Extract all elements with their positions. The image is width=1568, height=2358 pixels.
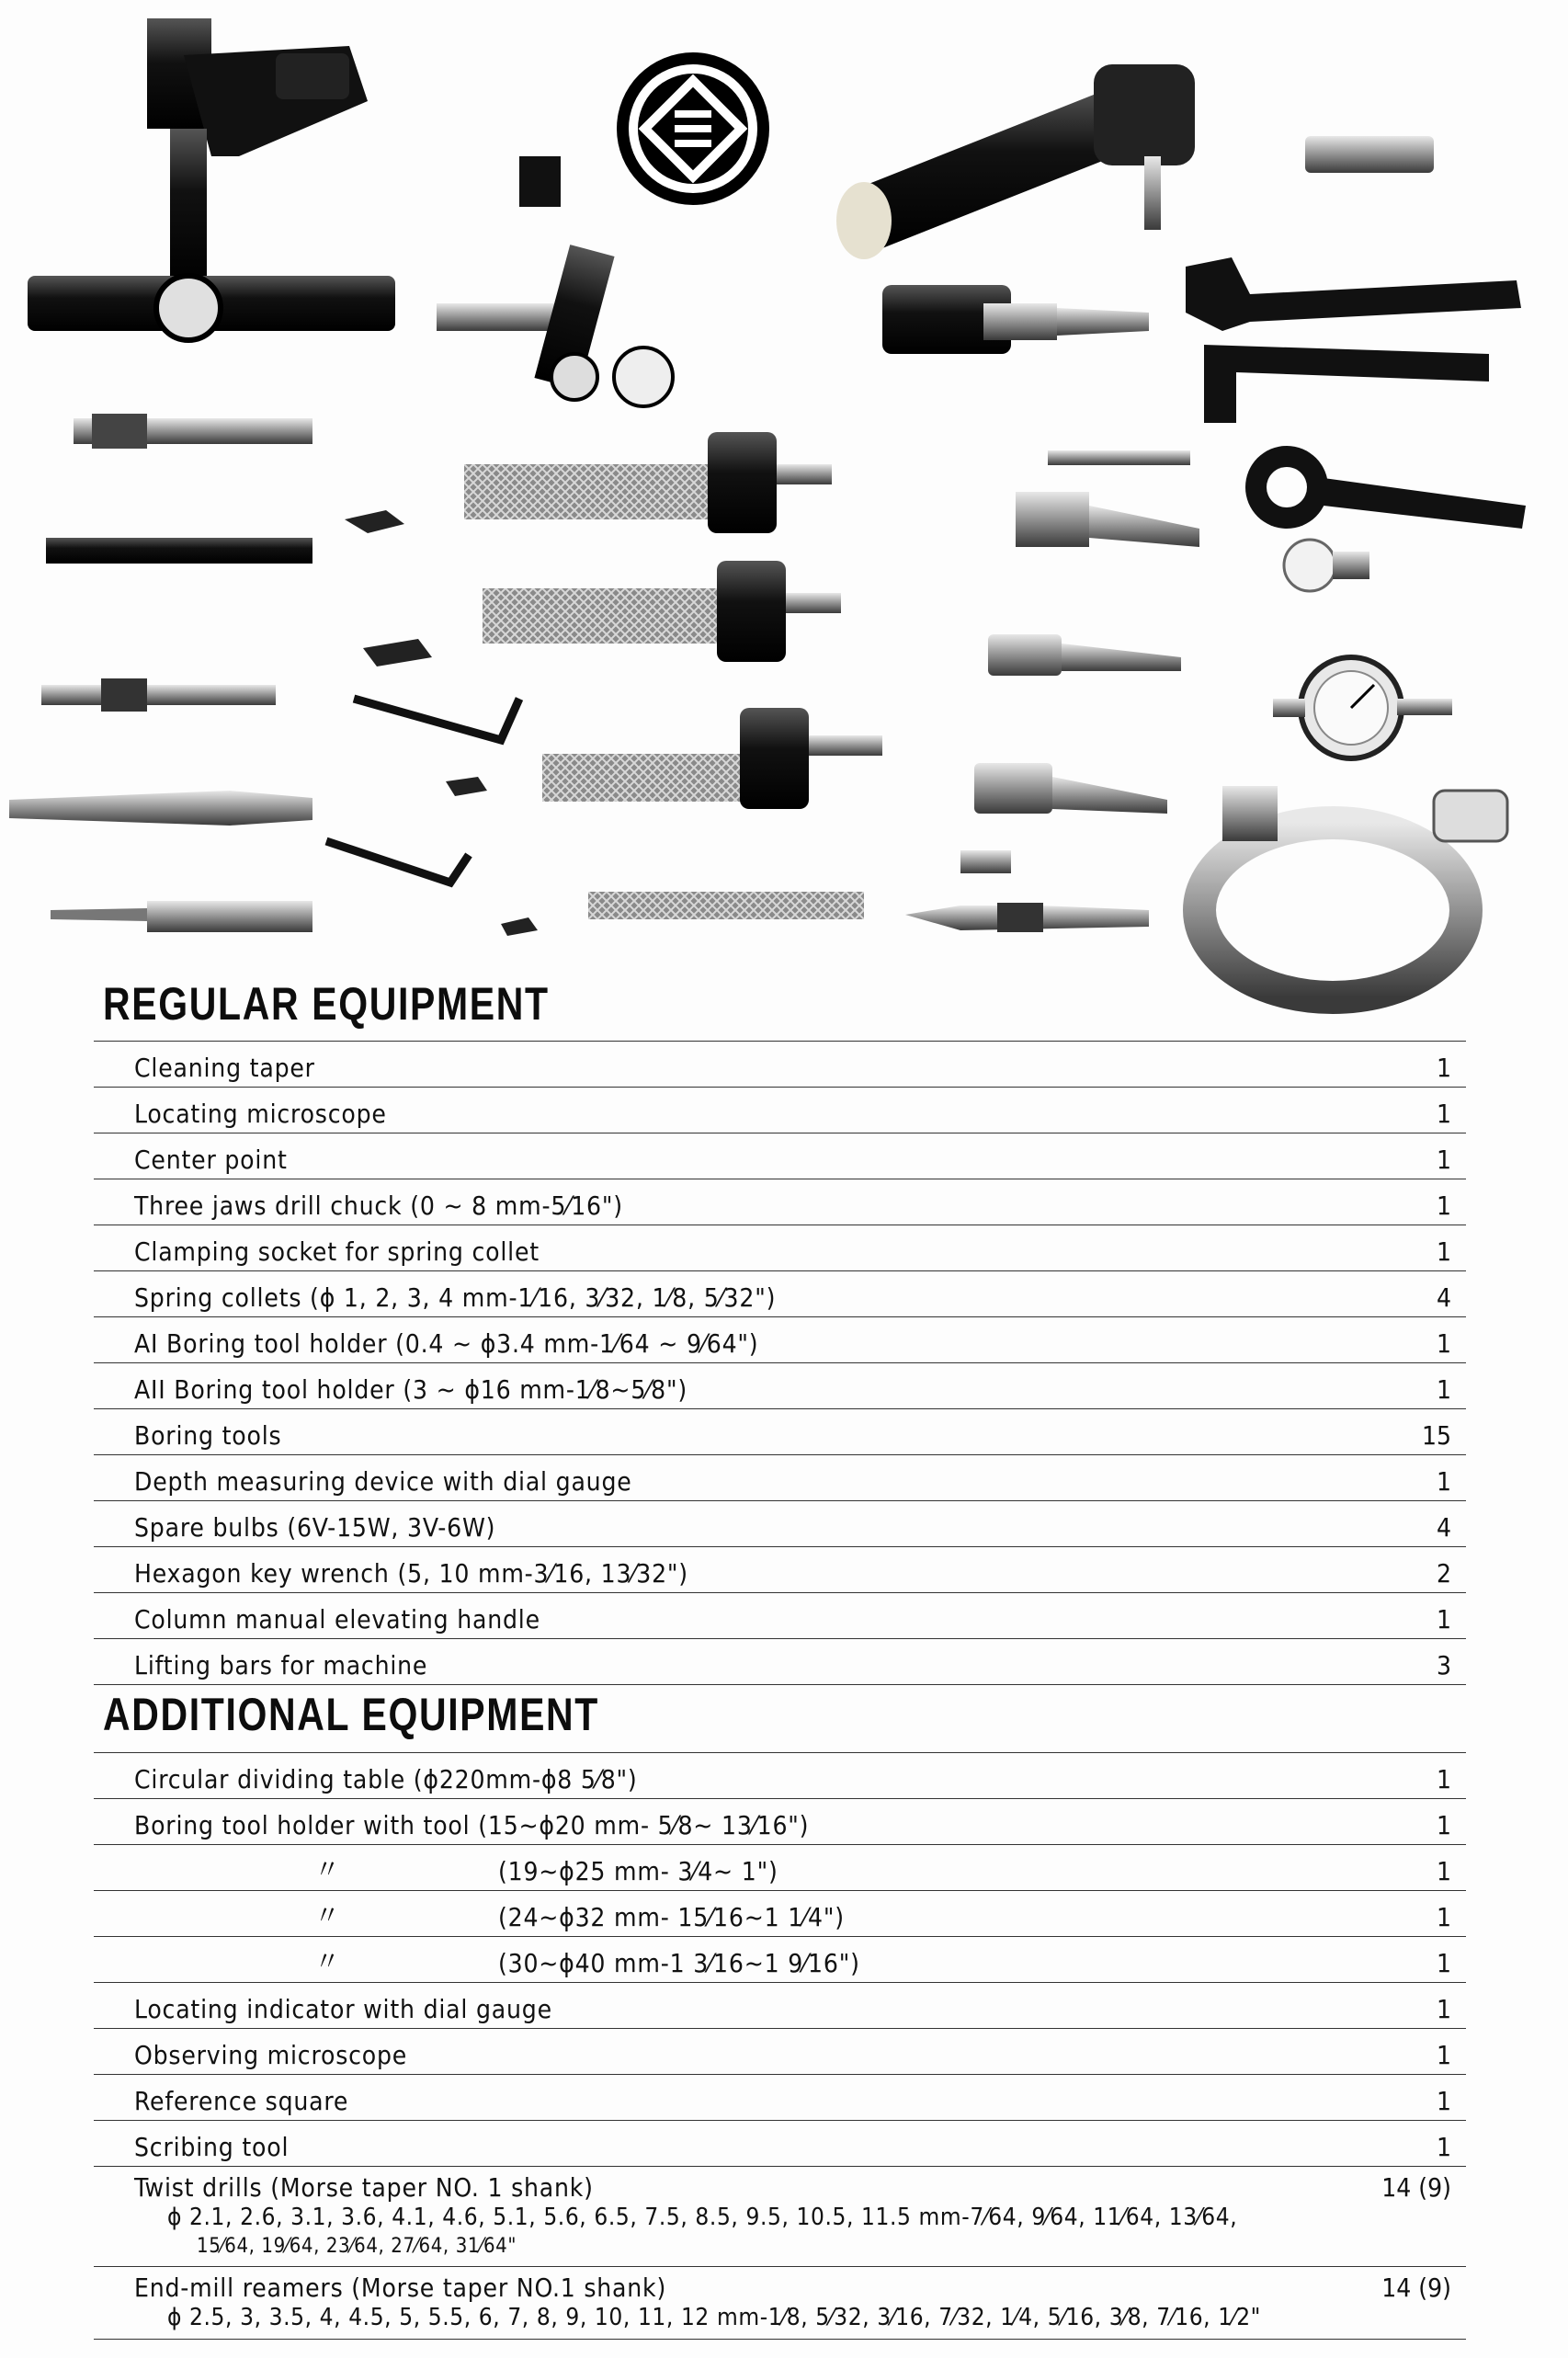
table-row bbox=[94, 1501, 1466, 1547]
item-sizes: ϕ 2.5, 3, 3.5, 4, 4.5, 5, 5.5, 6, 7, 8, 9, 10, 11, 12 mm-1⁄8, 5⁄32, 3⁄16, 7⁄32, 1⁄4, 5⁄16, 3⁄8, 7⁄16, 1⁄2" bbox=[167, 2304, 1262, 2331]
table-row bbox=[94, 2029, 1466, 2075]
table-row bbox=[94, 1983, 1466, 2029]
drill-chuck-image bbox=[882, 285, 1149, 354]
item-label: (24~ϕ32 mm- 15⁄16~1 1⁄4") bbox=[498, 1902, 845, 1932]
item-label: Reference square bbox=[134, 2086, 349, 2116]
table-row bbox=[94, 1133, 1466, 1179]
spare-bulb-image bbox=[1284, 540, 1369, 591]
table-row bbox=[94, 1317, 1466, 1363]
clamp-image bbox=[1199, 786, 1507, 997]
item-quantity: 1 bbox=[1436, 1236, 1451, 1267]
item-label: AI Boring tool holder (0.4 ~ ϕ3.4 mm-1⁄64 ~ 9⁄64") bbox=[134, 1328, 759, 1359]
table-row bbox=[94, 2121, 1466, 2167]
item-quantity: 1 bbox=[1436, 1328, 1451, 1359]
table-row bbox=[94, 1041, 1466, 1088]
item-sizes: ϕ 2.1, 2.6, 3.1, 3.6, 4.1, 4.6, 5.1, 5.6, 6.5, 7.5, 8.5, 9.5, 10.5, 11.5 mm-7⁄64, 9⁄64, 11⁄64, 13⁄64, bbox=[167, 2204, 1238, 2231]
item-quantity: 15 bbox=[1421, 1420, 1451, 1451]
item-quantity: 1 bbox=[1436, 1948, 1451, 1978]
table-row bbox=[94, 1845, 1466, 1891]
table-row bbox=[94, 1225, 1466, 1271]
wrenches-image bbox=[1186, 257, 1526, 529]
item-label: Hexagon key wrench (5, 10 mm-3⁄16, 13⁄32") bbox=[134, 1558, 688, 1589]
item-label: Observing microscope bbox=[134, 2040, 408, 2070]
item-quantity: 1 bbox=[1436, 1810, 1451, 1840]
item-sizes-continued: 15⁄64, 19⁄64, 23⁄64, 27⁄64, 31⁄64" bbox=[197, 2235, 517, 2258]
item-label: Locating microscope bbox=[134, 1099, 387, 1129]
table-row bbox=[94, 1363, 1466, 1409]
boring-tool-holders-image bbox=[464, 432, 882, 919]
item-quantity: 1 bbox=[1436, 2086, 1451, 2116]
item-quantity: 1 bbox=[1436, 1145, 1451, 1175]
item-quantity: 1 bbox=[1436, 2132, 1451, 2162]
table-row bbox=[94, 1455, 1466, 1501]
item-quantity: 1 bbox=[1436, 1856, 1451, 1886]
item-quantity: 1 bbox=[1436, 1374, 1451, 1405]
table-row bbox=[94, 1891, 1466, 1937]
item-quantity: 1 bbox=[1436, 2040, 1451, 2070]
boring-tools-small-image bbox=[326, 510, 538, 936]
collet-sockets-image bbox=[905, 450, 1199, 932]
table-row bbox=[94, 1639, 1466, 1685]
item-quantity: 1 bbox=[1436, 1994, 1451, 2024]
additional-equipment-heading: ADDITIONAL EQUIPMENT bbox=[103, 1689, 599, 1740]
item-label: Spring collets (ϕ 1, 2, 3, 4 mm-1⁄16, 3⁄32, 1⁄8, 5⁄32") bbox=[134, 1282, 777, 1313]
item-quantity: 3 bbox=[1436, 1650, 1451, 1680]
ditto-mark: 〃 bbox=[314, 1946, 341, 1976]
item-quantity: 4 bbox=[1436, 1512, 1451, 1543]
item-label: Scribing tool bbox=[134, 2132, 290, 2162]
equipment-photo bbox=[0, 0, 1568, 1020]
center-point-image bbox=[437, 245, 673, 406]
item-quantity: 1 bbox=[1436, 1764, 1451, 1794]
table-row bbox=[94, 1409, 1466, 1455]
table-row bbox=[94, 1271, 1466, 1317]
dial-gauge-image bbox=[1273, 657, 1452, 758]
item-label: Circular dividing table (ϕ220mm-ϕ8 5⁄8") bbox=[134, 1764, 638, 1794]
item-label: Boring tool holder with tool (15~ϕ20 mm- 5⁄8~ 13⁄16") bbox=[134, 1810, 810, 1840]
locating-microscope-image bbox=[28, 18, 395, 340]
item-label: Lifting bars for machine bbox=[134, 1650, 428, 1680]
taper-tools-left-image bbox=[9, 414, 312, 932]
ditto-mark: 〃 bbox=[314, 1900, 341, 1931]
item-quantity: 14 (9) bbox=[1381, 2273, 1451, 2303]
table-row bbox=[94, 1937, 1466, 1983]
ditto-mark: 〃 bbox=[314, 1854, 341, 1885]
regular-equipment-list bbox=[94, 1041, 1466, 1685]
company-logo bbox=[617, 52, 769, 205]
additional-equipment-list bbox=[94, 1752, 1466, 2340]
item-label: (19~ϕ25 mm- 3⁄4~ 1") bbox=[498, 1856, 778, 1886]
table-row bbox=[94, 2075, 1466, 2121]
item-label: (30~ϕ40 mm-1 3⁄16~1 9⁄16") bbox=[498, 1948, 860, 1978]
item-label: Three jaws drill chuck (0 ~ 8 mm-5⁄16") bbox=[134, 1190, 623, 1221]
item-quantity: 1 bbox=[1436, 1466, 1451, 1497]
item-quantity: 14 (9) bbox=[1381, 2172, 1451, 2203]
item-label: Center point bbox=[134, 1145, 288, 1175]
item-label: Spare bulbs (6V-15W, 3V-6W) bbox=[134, 1512, 496, 1543]
depth-measuring-device-image bbox=[836, 64, 1434, 259]
item-quantity: 1 bbox=[1436, 1604, 1451, 1635]
item-label: Clamping socket for spring collet bbox=[134, 1236, 540, 1267]
table-row bbox=[94, 1088, 1466, 1133]
item-label: Depth measuring device with dial gauge bbox=[134, 1466, 632, 1497]
item-quantity: 1 bbox=[1436, 1190, 1451, 1221]
item-label: End-mill reamers (Morse taper NO.1 shank) bbox=[134, 2273, 667, 2303]
table-row bbox=[94, 1593, 1466, 1639]
regular-equipment-heading: REGULAR EQUIPMENT bbox=[103, 978, 550, 1030]
item-quantity: 1 bbox=[1436, 1053, 1451, 1083]
table-row bbox=[94, 1799, 1466, 1845]
item-label: AII Boring tool holder (3 ~ ϕ16 mm-1⁄8~5⁄8") bbox=[134, 1374, 687, 1405]
table-row bbox=[94, 1547, 1466, 1593]
item-quantity: 1 bbox=[1436, 1099, 1451, 1129]
item-label: Twist drills (Morse taper NO. 1 shank) bbox=[134, 2172, 594, 2203]
item-quantity: 2 bbox=[1436, 1558, 1451, 1589]
table-row bbox=[94, 1179, 1466, 1225]
item-quantity: 4 bbox=[1436, 1282, 1451, 1313]
table-row bbox=[94, 2167, 1466, 2267]
item-label: Locating indicator with dial gauge bbox=[134, 1994, 552, 2024]
table-row bbox=[94, 2267, 1466, 2340]
table-row bbox=[94, 1752, 1466, 1799]
item-label: Column manual elevating handle bbox=[134, 1604, 540, 1635]
item-quantity: 1 bbox=[1436, 1902, 1451, 1932]
item-label: Boring tools bbox=[134, 1420, 282, 1451]
small-block-image bbox=[519, 156, 561, 207]
item-label: Cleaning taper bbox=[134, 1053, 315, 1083]
